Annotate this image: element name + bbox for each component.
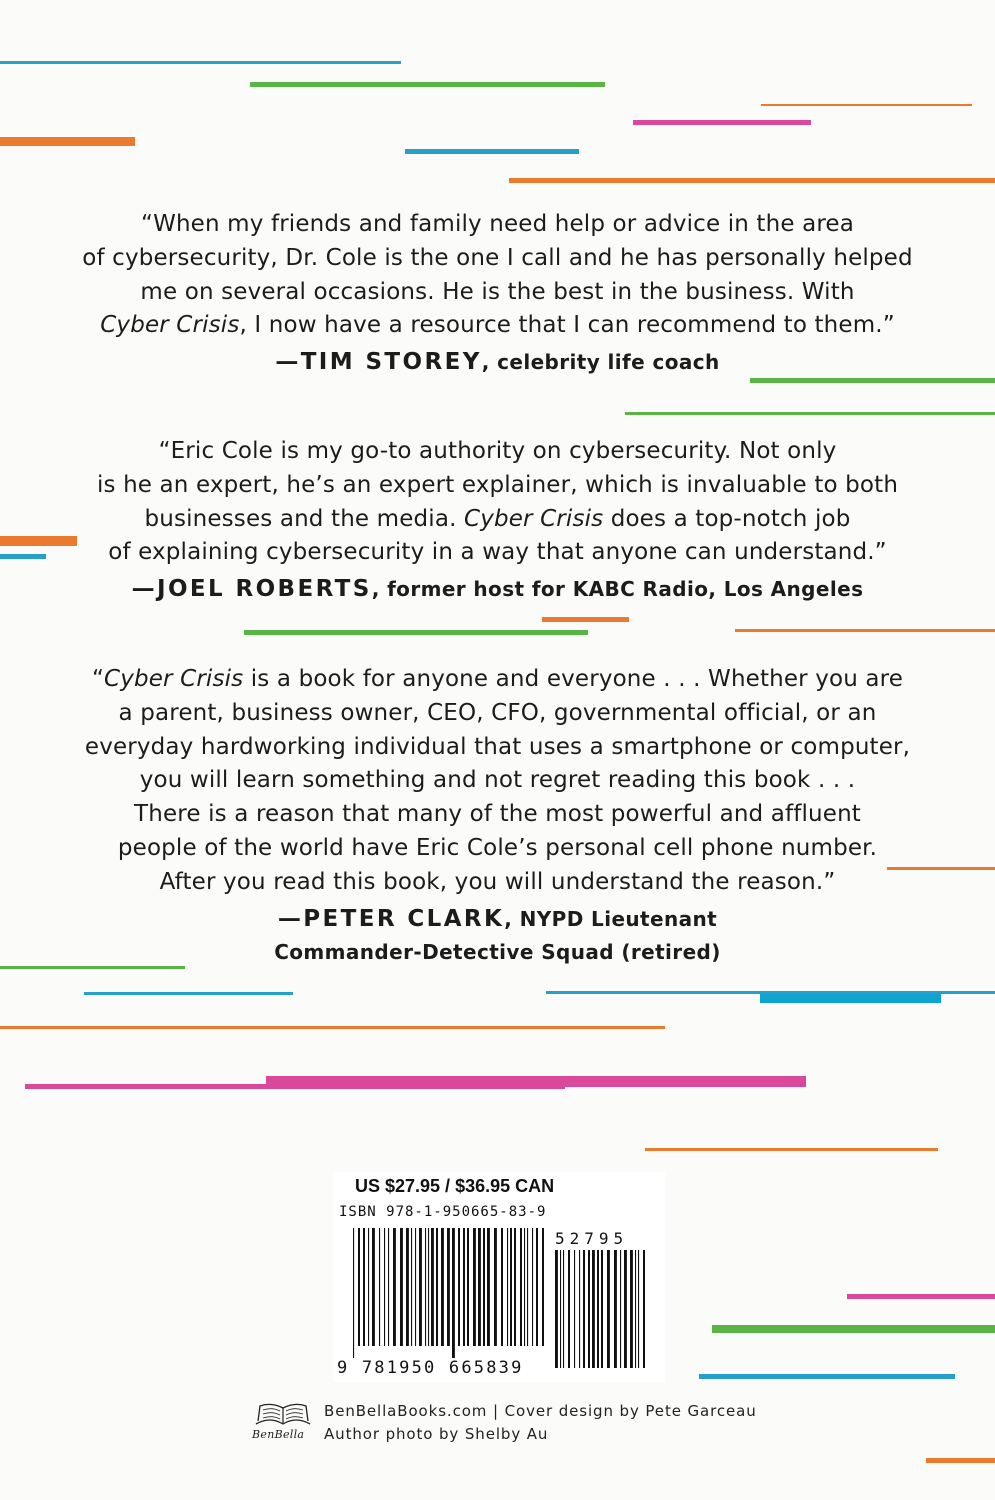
- barcode-bar: [419, 1228, 422, 1346]
- quote-line: After you read this book, you will understand the reason.”: [159, 868, 836, 895]
- book-title: Cyber Crisis: [100, 312, 240, 339]
- barcode-bar: [638, 1250, 639, 1368]
- stripe-orange: [542, 617, 629, 622]
- quote-line: of cybersecurity, Dr. Cole is the one I call and he has personally helped: [82, 244, 913, 271]
- attribution-name: TIM STOREY: [300, 349, 482, 376]
- attribution-role: , NYPD Lieutenant: [504, 906, 718, 931]
- barcode-bar: [532, 1228, 533, 1346]
- barcode-bar: [630, 1250, 633, 1368]
- quote-line: you will learn something and not regret reading this book . . .: [139, 767, 856, 794]
- open-book-icon: [250, 1400, 316, 1430]
- attribution-role-line2: Commander-Detective Squad (retired): [274, 939, 721, 964]
- barcode-bar: [393, 1228, 396, 1346]
- barcode-bar: [579, 1250, 580, 1368]
- barcode-bar: [510, 1228, 512, 1346]
- publisher-logo: [250, 1400, 316, 1444]
- barcode-bar: [514, 1228, 516, 1346]
- barcode-bar: [358, 1228, 360, 1346]
- barcode-bar: [614, 1250, 617, 1368]
- stripe-blue: [84, 992, 293, 995]
- barcode-bar: [452, 1228, 455, 1358]
- barcode-bar: [635, 1250, 636, 1368]
- testimonial-joel-roberts: [0, 435, 995, 606]
- barcode-bar: [483, 1228, 485, 1346]
- stripe-orange: [645, 1148, 938, 1151]
- attribution: —TIM STOREY, celebrity life coach: [275, 349, 720, 376]
- barcode-bar: [574, 1250, 575, 1368]
- barcode-bar: [501, 1228, 503, 1346]
- barcode-bar: [620, 1250, 621, 1368]
- barcode-bar: [592, 1250, 595, 1368]
- barcode-bar: [379, 1228, 380, 1346]
- barcode-bar: [597, 1250, 599, 1368]
- barcode-bar: [441, 1228, 444, 1346]
- quote-line: businesses and the media. Cyber Crisis does a top-notch job: [144, 505, 851, 532]
- barcode-bar: [368, 1228, 369, 1346]
- barcode-bar: [494, 1228, 497, 1346]
- barcode-bar: [447, 1228, 450, 1346]
- barcode-bar: [353, 1228, 354, 1358]
- barcode-bar: [473, 1228, 476, 1346]
- stripe-orange: [0, 1026, 665, 1029]
- stripe-pink: [847, 1294, 995, 1299]
- quote-line: There is a reason that many of the most powerful and affluent: [134, 801, 861, 828]
- barcode-bar: [463, 1228, 465, 1346]
- credit-line: BenBellaBooks.com | Cover design by Pete Garceau: [324, 1402, 757, 1420]
- stripe-green: [244, 630, 588, 635]
- book-title: Cyber Crisis: [104, 666, 244, 692]
- stripe-blue: [760, 994, 941, 1003]
- testimonial-tim-storey: [0, 208, 995, 379]
- barcode-bar: [560, 1250, 561, 1368]
- stripe-orange: [761, 104, 972, 106]
- barcode-bar: [400, 1228, 403, 1346]
- barcode-bar: [507, 1228, 508, 1346]
- barcode-bar: [406, 1228, 409, 1346]
- barcode-bar: [384, 1228, 385, 1346]
- attribution: —PETER CLARK, NYPD Lieutenant: [277, 905, 718, 932]
- quote-line: everyday hardworking individual that uses a smartphone or computer,: [84, 733, 911, 760]
- attribution: —JOEL ROBERTS, former host for KABC Radio, Los Angeles: [131, 576, 864, 603]
- barcode-bar: [431, 1228, 434, 1346]
- attribution-name: JOEL ROBERTS: [156, 576, 372, 603]
- quote-line: “Eric Cole is my go-to authority on cybersecurity. Not only: [158, 438, 837, 464]
- barcode-panel: [333, 1172, 665, 1382]
- barcode-bar: [372, 1228, 375, 1346]
- stripe-green: [712, 1325, 995, 1333]
- barcode-supplement-bars: [555, 1250, 647, 1368]
- attribution-role: , former host for KABC Radio, Los Angeles: [371, 577, 864, 602]
- book-title: Cyber Crisis: [464, 505, 604, 532]
- barcode-digits: 9 781950 665839: [337, 1358, 524, 1378]
- stripe-blue: [0, 61, 401, 64]
- barcode-bar: [467, 1228, 469, 1346]
- barcode-bars: [353, 1228, 549, 1358]
- stripe-orange: [509, 178, 995, 183]
- barcode-bar: [536, 1228, 538, 1346]
- barcode-bar: [415, 1228, 416, 1346]
- barcode-bar: [411, 1228, 412, 1346]
- stripe-orange: [0, 137, 135, 146]
- barcode-bar: [520, 1228, 522, 1346]
- quote-line: me on several occasions. He is the best in the business. With: [140, 278, 855, 305]
- stripe-orange: [735, 629, 995, 632]
- isbn-label: ISBN 978-1-950665-83-9: [339, 1204, 547, 1220]
- attribution-role: , celebrity life coach: [481, 350, 720, 375]
- stripe-blue: [405, 149, 579, 154]
- barcode-bar: [588, 1250, 590, 1368]
- stripe-pink: [266, 1076, 806, 1087]
- quote-line: Cyber Crisis, I now have a resource that I can recommend to them.”: [100, 312, 895, 339]
- quote-line: a parent, business owner, CEO, CFO, governmental official, or an: [118, 699, 877, 726]
- barcode-bar: [542, 1228, 544, 1346]
- barcode-bar: [487, 1228, 490, 1346]
- barcode-bar: [458, 1228, 460, 1346]
- barcode-bar: [601, 1250, 603, 1368]
- stripe-green: [250, 82, 605, 87]
- supplement-number: 52795: [555, 1229, 629, 1248]
- barcode-bar: [555, 1250, 558, 1368]
- attribution-name: PETER CLARK: [303, 905, 505, 932]
- stripe-blue: [699, 1374, 955, 1379]
- stripe-green: [625, 412, 995, 415]
- logo-text: BenBella: [252, 1428, 305, 1441]
- barcode-bar: [607, 1250, 610, 1368]
- barcode-bar: [583, 1250, 585, 1368]
- barcode-bar: [363, 1228, 365, 1346]
- barcode-bar: [624, 1250, 627, 1368]
- barcode-bar: [527, 1228, 528, 1346]
- credit-line: Author photo by Shelby Au: [324, 1425, 549, 1443]
- barcode-bar: [428, 1228, 429, 1346]
- barcode-bar: [563, 1250, 564, 1368]
- testimonial-peter-clark: [0, 663, 995, 969]
- barcode-bar: [643, 1250, 645, 1368]
- stripe-orange: [926, 1458, 995, 1463]
- barcode-bar: [524, 1228, 525, 1346]
- barcode-bar: [478, 1228, 481, 1346]
- barcode-bar: [388, 1228, 389, 1346]
- stripe-pink: [633, 120, 811, 125]
- quote-line: of explaining cybersecurity in a way that anyone can understand.”: [108, 539, 887, 566]
- quote-line: is he an expert, he’s an expert explainer, which is invaluable to both: [96, 471, 899, 498]
- barcode-bar: [425, 1228, 426, 1346]
- quote-line: “When my friends and family need help or advice in the area: [141, 211, 854, 237]
- price-label: US $27.95 / $36.95 CAN: [355, 1176, 555, 1196]
- barcode-bar: [436, 1228, 438, 1346]
- quote-line: “Cyber Crisis is a book for anyone and everyone . . . Whether you are: [91, 666, 904, 692]
- quote-line: people of the world have Eric Cole’s personal cell phone number.: [117, 834, 878, 861]
- barcode-bar: [568, 1250, 570, 1368]
